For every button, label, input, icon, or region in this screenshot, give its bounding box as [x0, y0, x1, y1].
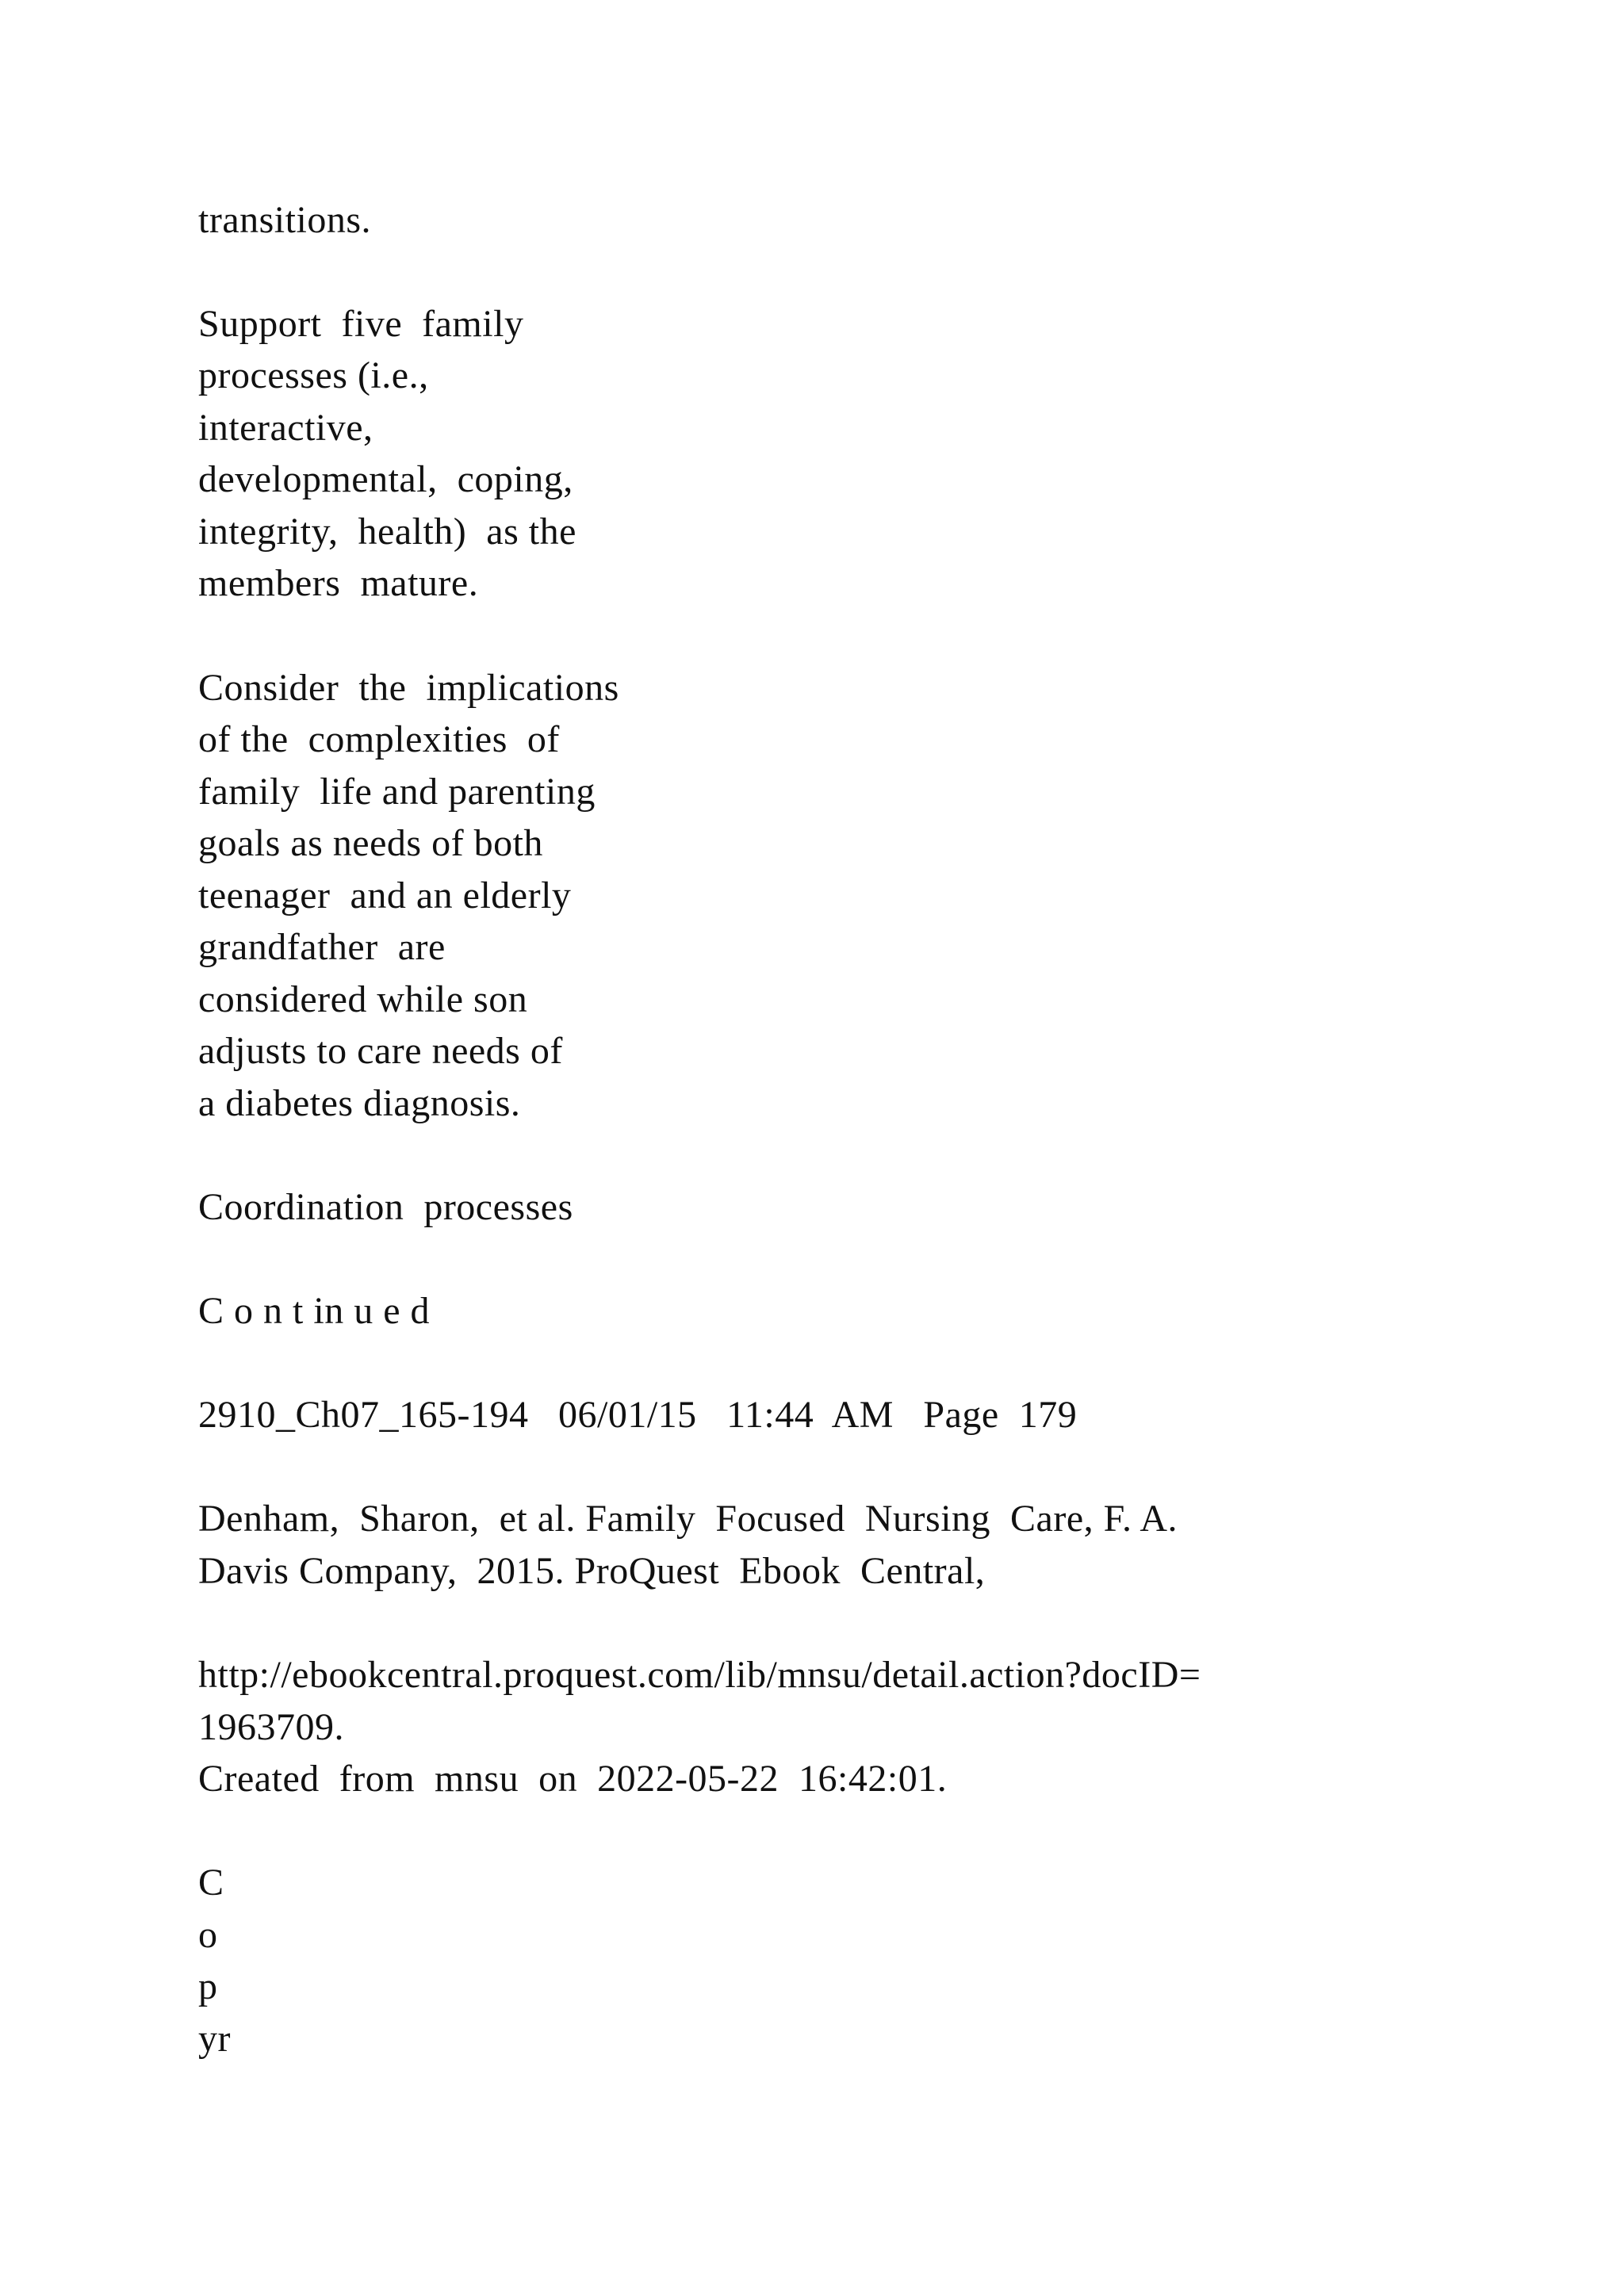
created-timestamp: Created from mnsu on 2022-05-22 16:42:01. [198, 1758, 948, 1800]
text-line: members mature. [198, 562, 479, 604]
citation-line: Denham, Sharon, et al. Family Focused Nursing Care, F. A. [198, 1498, 1178, 1540]
text-line: o [198, 1914, 218, 1956]
text-line: p [198, 1965, 218, 2007]
text-line: interactive, [198, 407, 373, 449]
text-line: family life and parenting [198, 771, 596, 813]
text-line: C o n t in u e d [198, 1290, 430, 1332]
text-line: teenager and an elderly [198, 874, 572, 916]
page-reference: 2910_Ch07_165-194 06/01/15 11:44 AM Page 179 [198, 1394, 1078, 1436]
text-line: Support five family [198, 303, 524, 345]
text-line: a diabetes diagnosis. [198, 1082, 521, 1124]
text-line: grandfather are [198, 926, 446, 968]
text-line: yr [198, 2018, 231, 2060]
citation-line: Davis Company, 2015. ProQuest Ebook Central, [198, 1550, 986, 1592]
text-line: transitions. [198, 199, 371, 241]
text-line: of the complexities of [198, 718, 560, 760]
source-url: http://ebookcentral.proquest.com/lib/mnsu/detail.action?docID= [198, 1654, 1201, 1696]
text-line: Consider the implications [198, 667, 619, 709]
text-line: Coordination processes [198, 1186, 573, 1228]
text-line: integrity, health) as the [198, 511, 576, 553]
text-line: considered while son [198, 978, 528, 1020]
text-line: developmental, coping, [198, 458, 573, 500]
text-line: goals as needs of both [198, 822, 543, 864]
text-line: processes (i.e., [198, 354, 429, 396]
source-url: 1963709. [198, 1706, 344, 1748]
text-line: C [198, 1862, 224, 1904]
text-line: adjusts to care needs of [198, 1030, 563, 1072]
